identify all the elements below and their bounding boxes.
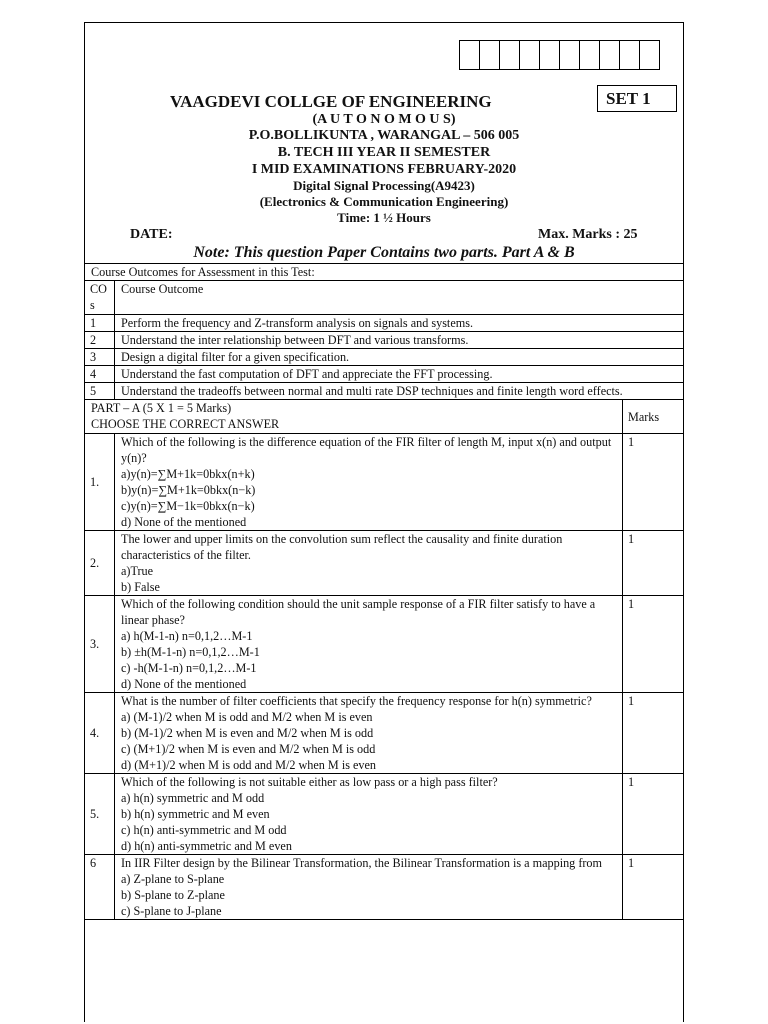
question-marks: 1 <box>623 774 684 855</box>
option-a: a) h(M-1-n) n=0,1,2…M-1 <box>121 629 253 643</box>
time-label: Time: 1 ½ Hours <box>337 210 431 225</box>
question-number: 2. <box>85 531 115 596</box>
branch-label: (Electronics & Communication Engineering) <box>259 194 509 209</box>
option-c: c) -h(M-1-n) n=0,1,2…M-1 <box>121 661 257 675</box>
roll-box <box>479 40 500 70</box>
outcome-row <box>85 332 684 349</box>
part-a-header <box>85 400 623 434</box>
course-label: B. TECH III YEAR II SEMESTER <box>277 145 491 160</box>
option-b: b)y(n)=∑M+1k=0bkx(n−k) <box>121 483 256 497</box>
college-address: P.O.BOLLIKUNTA , WARANGAL – 506 005 <box>248 128 520 143</box>
option-a: a)y(n)=∑M+1k=0bkx(n+k) <box>121 467 255 481</box>
part-a-instruction: CHOOSE THE CORRECT ANSWER <box>91 417 280 431</box>
option-a: a) h(n) symmetric and M odd <box>121 791 265 805</box>
outcome-text: Understand the inter relationship between DFT and various transforms. <box>115 332 684 349</box>
option-c: c)y(n)=∑M−1k=0bkx(n−k) <box>121 499 255 513</box>
option-b: b) h(n) symmetric and M even <box>121 807 270 821</box>
roll-box <box>539 40 560 70</box>
question-text: Which of the following is not suitable either as low pass or a high pass filter? <box>121 775 498 789</box>
outcome-text: Understand the fast computation of DFT and appreciate the FFT processing. <box>115 366 684 383</box>
hall-ticket-boxes <box>459 40 660 70</box>
max-marks-label: Max. Marks : 25 <box>538 227 638 242</box>
question-text: In IIR Filter design by the Bilinear Transformation, the Bilinear Transformation is a mapping from <box>121 856 603 870</box>
question-text: What is the number of filter coefficients that specify the frequency response for h(n) symmetric? <box>121 694 592 708</box>
question-row <box>85 774 684 855</box>
outcome-row <box>85 366 684 383</box>
option-c: c) (M+1)/2 when M is even and M/2 when M is odd <box>121 742 376 756</box>
question-row <box>85 531 684 596</box>
outcome-number: 3 <box>85 349 115 366</box>
roll-box <box>639 40 660 70</box>
date-label: DATE: <box>130 227 173 242</box>
question-marks: 1 <box>623 855 684 920</box>
exam-label: I MID EXAMINATIONS FEBRUARY-2020 <box>251 162 517 177</box>
paper-note: Note: This question Paper Contains two parts. Part A & B <box>193 244 575 261</box>
outcome-number: 5 <box>85 383 115 400</box>
question-number: 6 <box>85 855 115 920</box>
option-c: c) h(n) anti-symmetric and M odd <box>121 823 287 837</box>
set-label: SET 1 <box>597 85 677 112</box>
question-text: The lower and upper limits on the convolution sum reflect the causality and finite duration characteristics of the filter. <box>121 532 563 562</box>
roll-box <box>519 40 540 70</box>
question-number: 5. <box>85 774 115 855</box>
outcome-row <box>85 315 684 332</box>
option-b: b) (M-1)/2 when M is even and M/2 when M is odd <box>121 726 374 740</box>
outcome-text: Perform the frequency and Z-transform analysis on signals and systems. <box>115 315 684 332</box>
outcome-text: Understand the tradeoffs between normal and multi rate DSP techniques and finite length word effects. <box>115 383 684 400</box>
part-a-title: PART – A (5 X 1 = 5 Marks) <box>91 401 232 415</box>
question-row <box>85 596 684 693</box>
marks-header: Marks <box>623 400 684 434</box>
option-a: a) Z-plane to S-plane <box>121 872 225 886</box>
roll-box <box>599 40 620 70</box>
option-d: d) None of the mentioned <box>121 515 247 529</box>
outcome-row <box>85 383 684 400</box>
option-d: d) h(n) anti-symmetric and M even <box>121 839 292 853</box>
question-text: Which of the following condition should the unit sample response of a FIR filter satisfy to have a linear phase? <box>121 597 596 627</box>
option-a: a) (M-1)/2 when M is odd and M/2 when M is even <box>121 710 373 724</box>
roll-box <box>499 40 520 70</box>
option-b: b) False <box>121 580 160 594</box>
question-body <box>115 855 623 920</box>
autonomous-label: (A U T O N O M O U S) <box>312 112 456 127</box>
exam-table <box>84 263 684 920</box>
question-number: 1. <box>85 434 115 531</box>
question-marks: 1 <box>623 531 684 596</box>
question-row <box>85 693 684 774</box>
outcomes-col1-header: CO s <box>85 281 115 315</box>
outcomes-title: Course Outcomes for Assessment in this Test: <box>85 264 684 281</box>
question-marks: 1 <box>623 434 684 531</box>
roll-box <box>619 40 640 70</box>
question-text: Which of the following is the difference equation of the FIR filter of length M, input x(n) and output y(n)? <box>121 435 612 465</box>
outcome-number: 1 <box>85 315 115 332</box>
outcome-text: Design a digital filter for a given specification. <box>115 349 684 366</box>
outcome-row <box>85 349 684 366</box>
question-body <box>115 531 623 596</box>
question-body <box>115 596 623 693</box>
subject-label: Digital Signal Processing(A9423) <box>293 178 475 193</box>
question-body <box>115 434 623 531</box>
question-marks: 1 <box>623 693 684 774</box>
roll-box <box>559 40 580 70</box>
outcome-number: 4 <box>85 366 115 383</box>
question-body <box>115 774 623 855</box>
outcome-number: 2 <box>85 332 115 349</box>
option-d: d) (M+1)/2 when M is odd and M/2 when M is even <box>121 758 376 772</box>
college-name: VAAGDEVI COLLGE OF ENGINEERING <box>170 92 492 111</box>
option-b: b) S-plane to Z-plane <box>121 888 225 902</box>
question-number: 3. <box>85 596 115 693</box>
question-row <box>85 855 684 920</box>
outcomes-col2-header: Course Outcome <box>115 281 684 315</box>
option-c: c) S-plane to J-plane <box>121 904 222 918</box>
question-body <box>115 693 623 774</box>
question-row <box>85 434 684 531</box>
roll-box <box>579 40 600 70</box>
question-number: 4. <box>85 693 115 774</box>
option-a: a)True <box>121 564 154 578</box>
option-b: b) ±h(M-1-n) n=0,1,2…M-1 <box>121 645 260 659</box>
roll-box <box>459 40 480 70</box>
question-marks: 1 <box>623 596 684 693</box>
option-d: d) None of the mentioned <box>121 677 247 691</box>
